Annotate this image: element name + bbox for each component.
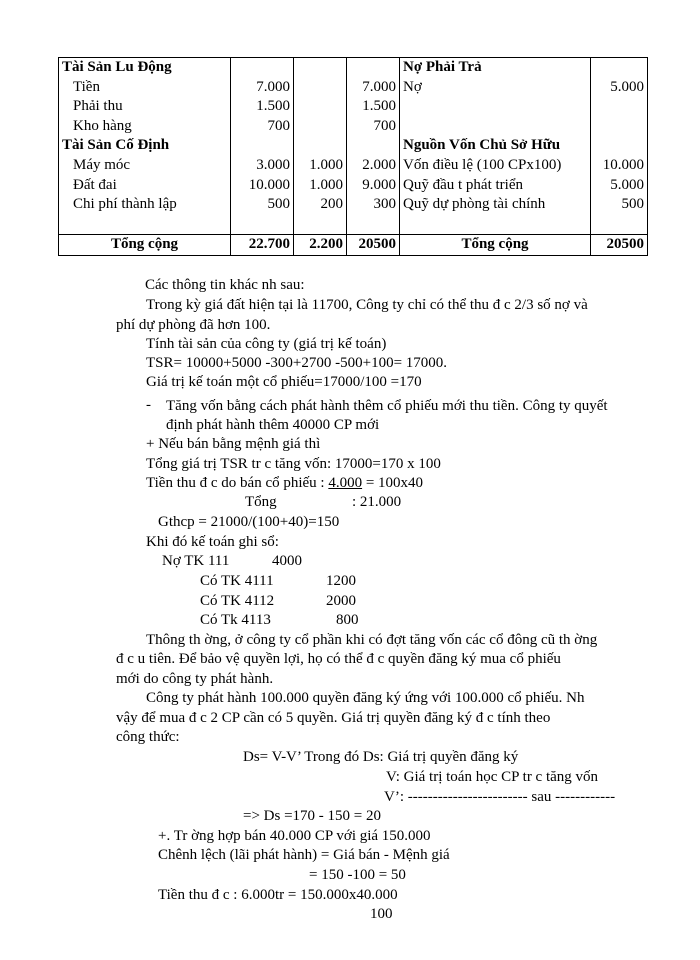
table-cell	[400, 215, 591, 235]
text-line: Giá trị kế toán một cổ phiếu=17000/100 =170	[146, 374, 422, 390]
text-line: Ds= V-V’ Trong đó Ds: Giá trị quyền đăng ký	[243, 749, 519, 765]
table-cell	[591, 97, 648, 117]
page-number: 100	[370, 906, 393, 922]
table-cell	[591, 117, 648, 137]
text-line: Thông th ờng, ở công ty cổ phần khi có đợt tăng vốn các cổ đông cũ th ờng	[146, 632, 598, 648]
bullet: -	[146, 397, 151, 413]
text-line: => Ds =170 - 150 = 20	[243, 808, 382, 824]
text-line: Khi đó kế toán ghi sổ:	[146, 534, 279, 550]
text-line: phí dự phòng đã hơn 100.	[116, 317, 271, 333]
underlined-value: 4.000	[328, 475, 363, 491]
table-cell	[294, 58, 347, 78]
text-line: Nợ TK 111	[162, 553, 230, 569]
text-line: Gthcp = 21000/(100+40)=150	[158, 514, 340, 530]
text-line: 1200	[326, 573, 356, 589]
table-row	[59, 156, 648, 176]
table-cell: 1.500	[347, 97, 400, 117]
text-line: +. Tr ờng hợp bán 40.000 CP với giá 150.000	[158, 828, 431, 844]
table-cell: 1.000	[294, 176, 347, 196]
table-row	[59, 136, 648, 156]
table-cell: Tổng cộng	[400, 235, 591, 256]
table-cell	[400, 117, 591, 137]
text-line: : 21.000	[352, 494, 402, 510]
table-cell: 9.000	[347, 176, 400, 196]
text-line: Tăng vốn bằng cách phát hành thêm cổ phiếu mới thu tiền. Công ty quyết	[166, 398, 608, 414]
table-cell: 200	[294, 195, 347, 215]
text-line: = 150 -100 = 50	[309, 867, 406, 883]
text-line: Các thông tin khác nh sau:	[145, 277, 305, 293]
table-row	[59, 58, 648, 78]
table-cell: Quỹ dự phòng tài chính	[400, 195, 591, 215]
table-cell: 2.000	[347, 156, 400, 176]
table-cell: 7.000	[231, 78, 294, 98]
text-line: Có TK 4111	[200, 573, 274, 589]
text-line: Tiền thu đ c : 6.000tr = 150.000x40.000	[158, 887, 398, 903]
table-cell	[294, 97, 347, 117]
table-cell: 300	[347, 195, 400, 215]
text-line: công thức:	[116, 729, 180, 745]
table-cell: 500	[231, 195, 294, 215]
table-cell: 22.700	[231, 235, 294, 256]
table-cell: 2.200	[294, 235, 347, 256]
text-line: V’: ------------------------ sau ------------	[384, 789, 616, 805]
table-cell: 5.000	[591, 78, 648, 98]
table-cell	[294, 215, 347, 235]
table-cell: Chi phí thành lập	[59, 195, 231, 215]
table-cell	[347, 58, 400, 78]
table-cell	[59, 215, 231, 235]
table-cell: 10.000	[231, 176, 294, 196]
text-line: vậy để mua đ c 2 CP cần có 5 quyền. Giá trị quyền đăng ký đ c tính theo	[116, 710, 551, 726]
text-line: Tiền thu đ c do bán cổ phiếu : 4.000 = 100x40	[146, 475, 424, 491]
table-cell: 500	[591, 195, 648, 215]
table-cell: Tiền	[59, 78, 231, 98]
table-cell: Phải thu	[59, 97, 231, 117]
balance-sheet-table	[58, 57, 648, 256]
table-cell: 10.000	[591, 156, 648, 176]
text-line: + Nếu bán bằng mệnh giá thì	[146, 436, 321, 452]
table-row	[59, 78, 648, 98]
text-line: Tổng	[245, 494, 277, 510]
table-cell: 20500	[591, 235, 648, 256]
table-cell	[294, 78, 347, 98]
table-cell	[347, 136, 400, 156]
table-cell: Vốn điều lệ (100 CPx100)	[400, 156, 591, 176]
table-cell: Máy móc	[59, 156, 231, 176]
table-cell: Nợ	[400, 78, 591, 98]
text-line: Trong kỳ giá đất hiện tại là 11700, Công ty chỉ có thể thu đ c 2/3 số nợ và	[146, 297, 588, 313]
table-cell: 700	[347, 117, 400, 137]
table-total-row	[59, 235, 648, 256]
table-cell	[231, 136, 294, 156]
table-row	[59, 97, 648, 117]
table-cell: 20500	[347, 235, 400, 256]
table-cell	[347, 215, 400, 235]
table-cell	[400, 97, 591, 117]
table-row	[59, 195, 648, 215]
text-line: 4000	[272, 553, 302, 569]
text-line: Tổng giá trị TSR tr c tăng vốn: 17000=170 x 100	[146, 456, 441, 472]
table-cell: 3.000	[231, 156, 294, 176]
table-cell: Tài Sản Lu Động	[59, 58, 231, 78]
table-cell: Kho hàng	[59, 117, 231, 137]
text-line: 2000	[326, 593, 356, 609]
text-line: Tính tài sản của công ty (giá trị kế toán)	[146, 336, 387, 352]
text-line: Chênh lệch (lãi phát hành) = Giá bán - Mệnh giá	[158, 847, 450, 863]
table-cell: 1.500	[231, 97, 294, 117]
table-cell	[591, 136, 648, 156]
table-cell	[231, 215, 294, 235]
text-line: Có TK 4112	[200, 593, 275, 609]
table-row	[59, 117, 648, 137]
text-line: TSR= 10000+5000 -300+2700 -500+100= 17000.	[146, 355, 448, 371]
text-line: 800	[336, 612, 359, 628]
text-line: V: Giá trị toán học CP tr c tăng vốn	[386, 769, 599, 785]
text-line: mới do công ty phát hành.	[116, 671, 274, 687]
table-cell: 700	[231, 117, 294, 137]
table-cell	[591, 58, 648, 78]
table-cell: Tài Sản Cố Định	[59, 136, 231, 156]
text-line: Có Tk 4113	[200, 612, 271, 628]
table-row	[59, 215, 648, 235]
table-cell: 5.000	[591, 176, 648, 196]
table-cell: Đất đai	[59, 176, 231, 196]
table-cell	[231, 58, 294, 78]
table-cell: 7.000	[347, 78, 400, 98]
table-cell: Nguồn Vốn Chủ Sở Hữu	[400, 136, 591, 156]
table-cell: 1.000	[294, 156, 347, 176]
text-line: định phát hành thêm 40000 CP mới	[166, 417, 380, 433]
table-row	[59, 176, 648, 196]
table-cell: Quỹ đầu t phát triển	[400, 176, 591, 196]
table-cell	[294, 136, 347, 156]
text-line: Công ty phát hành 100.000 quyền đăng ký ứng với 100.000 cổ phiếu. Nh	[146, 690, 585, 706]
table-cell	[591, 215, 648, 235]
table-cell	[294, 117, 347, 137]
table-cell: Tổng cộng	[59, 235, 231, 256]
table-cell: Nợ Phải Trả	[400, 58, 591, 78]
text-line: đ c u tiên. Để bảo vệ quyền lợi, họ có thể đ c quyền đăng ký mua cổ phiếu	[116, 651, 561, 667]
